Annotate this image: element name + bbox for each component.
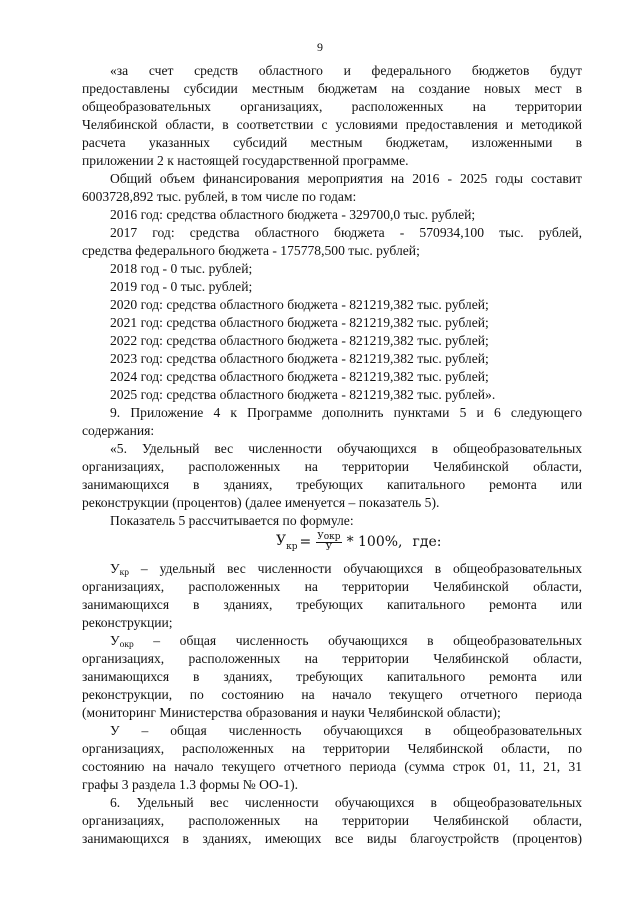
formula-fraction	[316, 532, 341, 553]
point5-line-3: занимающихся в зданиях, требующих капитального ремонта или	[82, 477, 582, 492]
def2-line-3: занимающихся в зданиях, требующих капитального ремонта или	[82, 669, 582, 684]
formula-intro: Показатель 5 рассчитывается по формуле:	[110, 513, 354, 528]
para1-line-6: приложении 2 к настоящей государственной программе.	[82, 153, 409, 168]
def2-line-4: реконструкции, по состоянию на начало текущего отчетного периода	[82, 687, 582, 702]
def3-line-1: У – общая численность обучающихся в общеобразовательных	[110, 723, 582, 738]
para1-line-4: Челябинской области, в соответствии с условиями предоставления и методикой	[82, 117, 582, 132]
page-number: 9	[317, 40, 323, 54]
point5-line-2: организациях, расположенных на территории Челябинской области,	[82, 459, 582, 474]
para2-line-2: 6003728,892 тыс. рублей, в том числе по годам:	[82, 189, 357, 204]
year-2017: 2017 год: средства областного бюджета - 570934,100 тыс. рублей,	[110, 225, 582, 240]
point5-line-1: «5. Удельный вес численности обучающихся в общеобразовательных	[110, 441, 582, 456]
formula	[276, 527, 441, 557]
def2-line-5: (мониторинг Министерства образования и науки Челябинской области);	[82, 705, 501, 720]
year-2024: 2024 год: средства областного бюджета - 821219,382 тыс. рублей;	[110, 369, 489, 384]
year-2020: 2020 год: средства областного бюджета - 821219,382 тыс. рублей;	[110, 297, 489, 312]
point5-line-4: реконструкции (процентов) (далее именуется – показатель 5).	[82, 495, 440, 510]
def3-line-2: организациях, расположенных на территории Челябинской области, по	[82, 741, 582, 756]
fraction-numerator: Уокр	[317, 531, 341, 542]
formula-where: где:	[412, 534, 442, 550]
para1-line-1: «за счет средств областного и федерального бюджетов будут	[110, 63, 582, 78]
point6-line-1: 6. Удельный вес численности обучающихся в общеобразовательных	[110, 795, 582, 810]
year-2019: 2019 год - 0 тыс. рублей;	[110, 279, 253, 294]
def2-line-2: организациях, расположенных на территории Челябинской области,	[82, 651, 582, 666]
def1-line-2: организациях, расположенных на территории Челябинской области,	[82, 579, 582, 594]
year-2023: 2023 год: средства областного бюджета - 821219,382 тыс. рублей;	[110, 351, 489, 366]
para1-line-3: общеобразовательных организациях, расположенных на территории	[82, 99, 582, 114]
point6-line-2: организациях, расположенных на территории Челябинской области,	[82, 813, 582, 828]
def1-line-1: $У_{кр}$ – удельный вес численности обучающихся в общеобразовательных	[110, 561, 582, 578]
item9-line-1: 9. Приложение 4 к Программе дополнить пунктами 5 и 6 следующего	[110, 405, 582, 420]
para2-line-1: Общий объем финансирования мероприятия на 2016 - 2025 годы составит	[110, 171, 582, 186]
formula-lhs: $У_{кр}$	[276, 532, 298, 552]
para1-line-5: расчета указанных субсидий местным бюджетам, изложенными в	[82, 135, 582, 150]
year-2022: 2022 год: средства областного бюджета - 821219,382 тыс. рублей;	[110, 333, 489, 348]
para1-line-2: предоставлены субсидии местным бюджетам на создание новых мест в	[82, 81, 582, 96]
year-2018: 2018 год - 0 тыс. рублей;	[110, 261, 253, 276]
point6-line-3: занимающихся в зданиях, имеющих все виды благоустройств (процентов)	[82, 831, 582, 846]
year-2016: 2016 год: средства областного бюджета - 329700,0 тыс. рублей;	[110, 207, 476, 222]
year-2021: 2021 год: средства областного бюджета - 821219,382 тыс. рублей;	[110, 315, 489, 330]
def1-line-3: занимающихся в зданиях, требующих капитального ремонта или	[82, 597, 582, 612]
def1-line-4: реконструкции;	[82, 615, 173, 630]
fraction-denominator: У	[325, 542, 333, 553]
formula-tail: * 100%,	[346, 534, 403, 550]
formula-equals: =	[299, 534, 312, 550]
def3-line-3: состоянию на начало текущего отчетного периода (сумма строк 01, 11, 21, 31	[82, 759, 582, 774]
year-2025: 2025 год: средства областного бюджета - 821219,382 тыс. рублей».	[110, 387, 496, 402]
def2-line-1: $У_{окр}$ – общая численность обучающихся в общеобразовательных	[110, 633, 582, 650]
year-2017-federal: средства федерального бюджета - 175778,500 тыс. рублей;	[82, 243, 420, 258]
def3-line-4: графы 3 раздела 1.3 формы № ОО-1).	[82, 777, 299, 792]
item9-line-2: содержания:	[82, 423, 155, 438]
